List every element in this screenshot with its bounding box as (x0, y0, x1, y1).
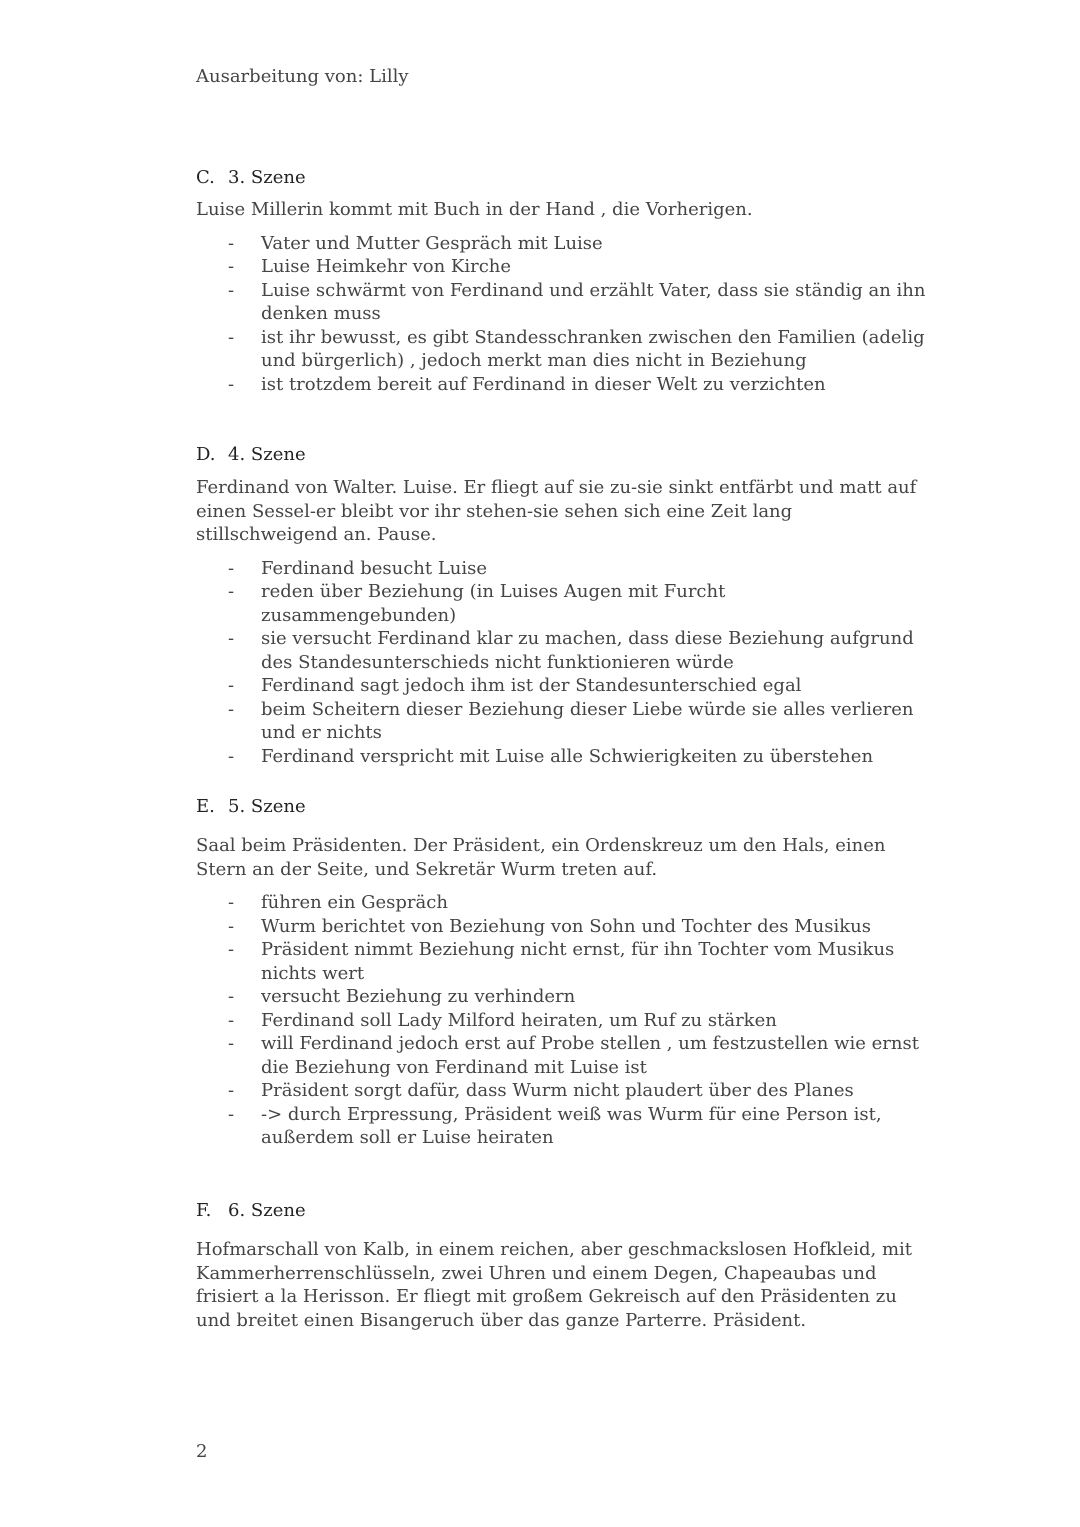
list-item: - Präsident sorgt dafür, dass Wurm nicht plaudert über des Planes (228, 1080, 854, 1101)
list-item: - sie versucht Ferdinand klar zu machen, dass diese Beziehung aufgrund des Standesunterschieds nicht funktionieren würde (228, 628, 914, 673)
list-item: - ist ihr bewusst, es gibt Standesschranken zwischen den Familien (adelig und bürgerlich) , jedoch merkt man dies nicht in Beziehung (228, 326, 925, 371)
section-letter: C. (196, 167, 215, 188)
list-item: - Ferdinand sagt jedoch ihm ist der Standesunterschied egal (228, 675, 802, 696)
section-d (196, 443, 926, 768)
section-heading (196, 1199, 926, 1223)
stage-direction: Saal beim Präsidenten. Der Präsident, ein Ordenskreuz um den Hals, einen Stern an der Seite, und Sekretär Wurm treten auf. (196, 835, 886, 880)
section-heading (196, 166, 926, 190)
section-letter: D. (196, 444, 216, 465)
page-number: 2 (196, 1441, 208, 1462)
list-item: - Ferdinand soll Lady Milford heiraten, um Ruf zu stärken (228, 1009, 777, 1031)
list-item: - Ferdinand verspricht mit Luise alle Schwierigkeiten zu überstehen (228, 745, 874, 767)
section-heading (196, 443, 926, 467)
list-item: - Luise Heimkehr von Kirche (228, 256, 512, 277)
section-e (196, 795, 926, 1150)
stage-direction: Hofmarschall von Kalb, in einem reichen, aber geschmackslosen Hofkleid, mit Kammerherrenschlüsseln, zwei Uhren und einem Degen, Chapeaubas und frisiert a la Herisson. Er fliegt mit großem Gekreisch auf den Präsidenten zu und breitet einen Bisangeruch über das ganze Parterre. Präsident. (196, 1239, 913, 1331)
section-title: 6. Szene (228, 1200, 306, 1221)
list-item: - Luise schwärmt von Ferdinand und erzählt Vater, dass sie ständig an ihn denken muss (228, 279, 926, 324)
section-f (196, 1199, 926, 1332)
document-header: Ausarbeitung von: Lilly (196, 66, 409, 87)
section-heading (196, 795, 926, 819)
section-letter: F. (196, 1200, 212, 1221)
list-item: - will Ferdinand jedoch erst auf Probe stellen , um festzustellen wie ernst die Beziehung von Ferdinand mit Luise ist (228, 1033, 919, 1078)
list-item: - beim Scheitern dieser Beziehung dieser Liebe würde sie alles verlieren und er nichts (228, 698, 914, 743)
list-item: - versucht Beziehung zu verhindern (228, 986, 576, 1007)
list-item: - reden über Beziehung (in Luises Augen mit Furcht zusammengebunden) (228, 581, 726, 626)
section-title: 4. Szene (228, 444, 306, 465)
list-item: - Wurm berichtet von Beziehung von Sohn und Tochter des Musikus (228, 915, 871, 937)
list-item: - führen ein Gespräch (228, 892, 448, 913)
list-item: - ist trotzdem bereit auf Ferdinand in dieser Welt zu verzichten (228, 373, 826, 395)
stage-direction: Luise Millerin kommt mit Buch in der Hand , die Vorherigen. (196, 199, 753, 220)
bullet-list (196, 891, 926, 1150)
section-title: 5. Szene (228, 796, 306, 817)
list-item: - Ferdinand besucht Luise (228, 557, 488, 579)
list-item: - Vater und Mutter Gespräch mit Luise (228, 232, 603, 254)
bullet-list (196, 232, 926, 397)
section-letter: E. (196, 796, 215, 817)
list-item: - Präsident nimmt Beziehung nicht ernst, für ihn Tochter vom Musikus nichts wert (228, 939, 895, 984)
section-title: 3. Szene (228, 167, 306, 188)
list-item: - -> durch Erpressung, Präsident weiß was Wurm für eine Person ist, außerdem soll er Luise heiraten (228, 1103, 882, 1148)
bullet-list (196, 557, 926, 769)
section-c (196, 166, 926, 396)
stage-direction: Ferdinand von Walter. Luise. Er fliegt auf sie zu-sie sinkt entfärbt und matt auf einen Sessel-er bleibt vor ihr stehen-sie sehen sich eine Zeit lang stillschweigend an. Pause. (196, 477, 917, 545)
